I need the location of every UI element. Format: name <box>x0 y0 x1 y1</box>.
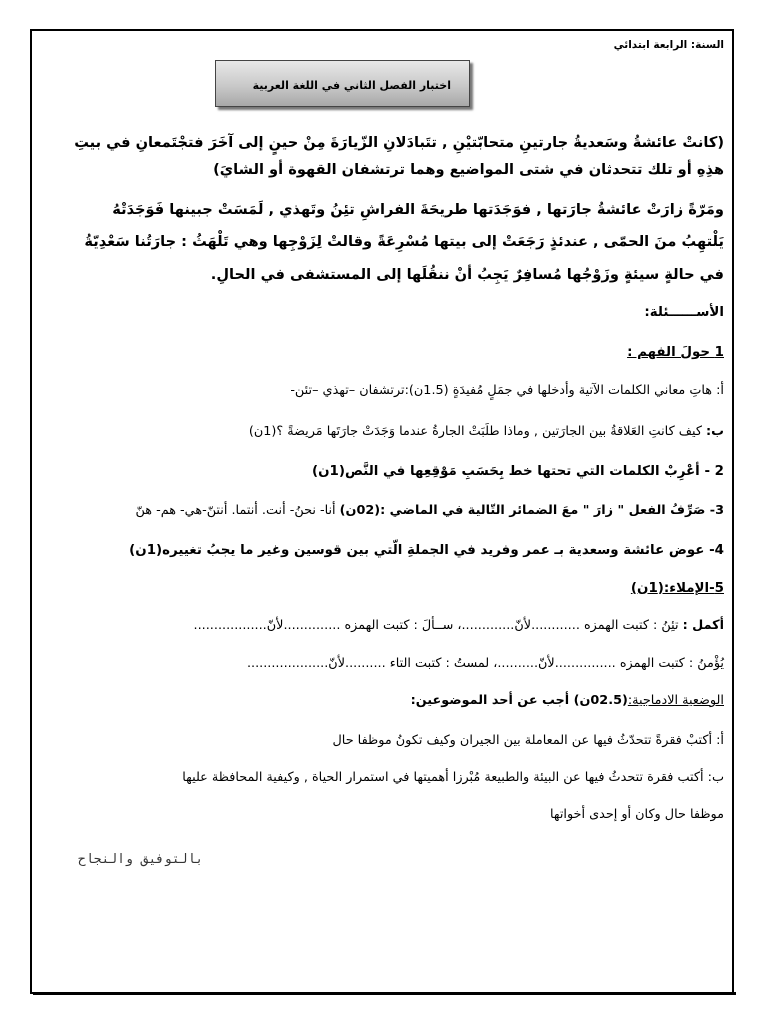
grade-label: السنة: الرابعة ابتدائي <box>613 39 724 51</box>
section-comprehension-title: 1 حولَ الفهم : <box>627 345 724 360</box>
integration-title <box>411 693 724 708</box>
question-3 <box>136 503 724 518</box>
story-line-3: ومَرّةً زارَتْ عائشةُ جارَتها , فوَجَدَتها طريحَةَ الفراشِ تئِنُ وتَهذي , لَمَسَتْ جبينها فَوَجَدَتْهُ <box>112 201 724 218</box>
story-line-5: في حالةٍ سيئةٍ وزَوْجُها مُسافِرٌ يَجِبُ أنْ ننقُلَها إلى المستشفى في الحالِ. <box>210 266 724 283</box>
option-b-line-1: ب: أكتب فقرة تتحدثُ فيها عن البيئة والطبيعة مُبْرزا أهميتها في استمرار الحياة , وكيفية المحافظة عليها <box>182 770 724 785</box>
question-1b-text: كيف كانتِ العَلاقةُ بين الجارَتين , وماذا طلَبَتْ الجارةُ عندما وَجَدَتْ جارَتَها مَريضةً ؟(1ن) <box>248 424 707 439</box>
question-4: 4- عوض عائشة وسعدية بـ عمر وفريد في الجملةِ الّتي بين قوسين وغير ما يجبُ تغييره(1ن) <box>129 543 724 558</box>
question-5-line-1 <box>194 618 724 633</box>
question-5-complete-label: أكمل : <box>682 618 724 633</box>
story-line-4: يَلْتهِبُ منَ الحمّى , عندئذٍ رَجَعَتْ إلى بيتها مُسْرِعَةً وقالتْ لِزَوْجِها وهي تَلْهَثُ : جارَتُنا سَعْدِيّةُ <box>84 233 724 250</box>
question-1b <box>249 424 724 439</box>
option-b-line-2: موظفا حال وكان أو إحدى أخواتها <box>550 807 724 822</box>
story-line-2: هذِهِ أو تلك تتحدثان في شتى المواضيع وهما ترتشفان القهوة أو الشايَ) <box>213 161 724 178</box>
story-line-1: (كانتْ عائشةُ وسَعديةُ جارتينِ متحابّتيْنِ , تتَبادَلانِ الزّيارَةَ مِنْ حينٍ إلى آخَرَ فتجْتَمعانِ في بيتِ <box>74 134 724 151</box>
question-5-title: 5-الإملاء:(1ن) <box>630 581 724 596</box>
good-luck-note: بالتوفيق والنجاح <box>78 852 204 867</box>
question-1a: أ: هاتِ معاني الكلمات الآتية وأدخلها في جمَلٍ مُفيدَةٍ (1.5ن):ترتشفان –تهذي –تئن- <box>290 383 724 398</box>
question-5-line-1-text: تئِنُ : كتبت الهمزه ............لأنّ.............، ســألَ : كتبت الهمزه ..............لأنّ.................. <box>193 618 683 633</box>
integration-title-plain: الوضعية الادماجية: <box>627 693 724 708</box>
integration-title-bold: (02.5ن) أجب عن أحد الموضوعين: <box>410 693 628 708</box>
question-1b-prefix: ب: <box>706 424 724 439</box>
exam-title: اختبار الفصل الثاني في اللغة العربية <box>252 79 451 92</box>
questions-heading: الأســــــئلة: <box>644 305 724 320</box>
page-border-shadow <box>33 992 736 995</box>
question-3-rest: أنا- نحنُ- أنت. أنتما. أنتنّ-هي- هم- هنّ <box>135 503 340 518</box>
question-5-line-2: يُؤْمنُ : كتبت الهمزه ...............لأنّ..........، لمستُ : كتبت التاء ..........لأنّ.................... <box>246 656 724 671</box>
question-3-bold: 3- صَرِّفُ الفعل " زارَ " معَ الضمائر التّالية في الماضي :(02ن) <box>339 503 724 518</box>
question-2: 2 - أعْرِبْ الكلمات التي تحتها خط بِحَسَبِ مَوْقِعِها في النَّص(1ن) <box>311 464 724 479</box>
option-a: أ: أكتبْ فقرةً تتحدّثُ فيها عن المعاملة بين الجيران وكيف تكونُ موظفا حال <box>332 733 724 748</box>
exam-title-box <box>215 60 470 107</box>
